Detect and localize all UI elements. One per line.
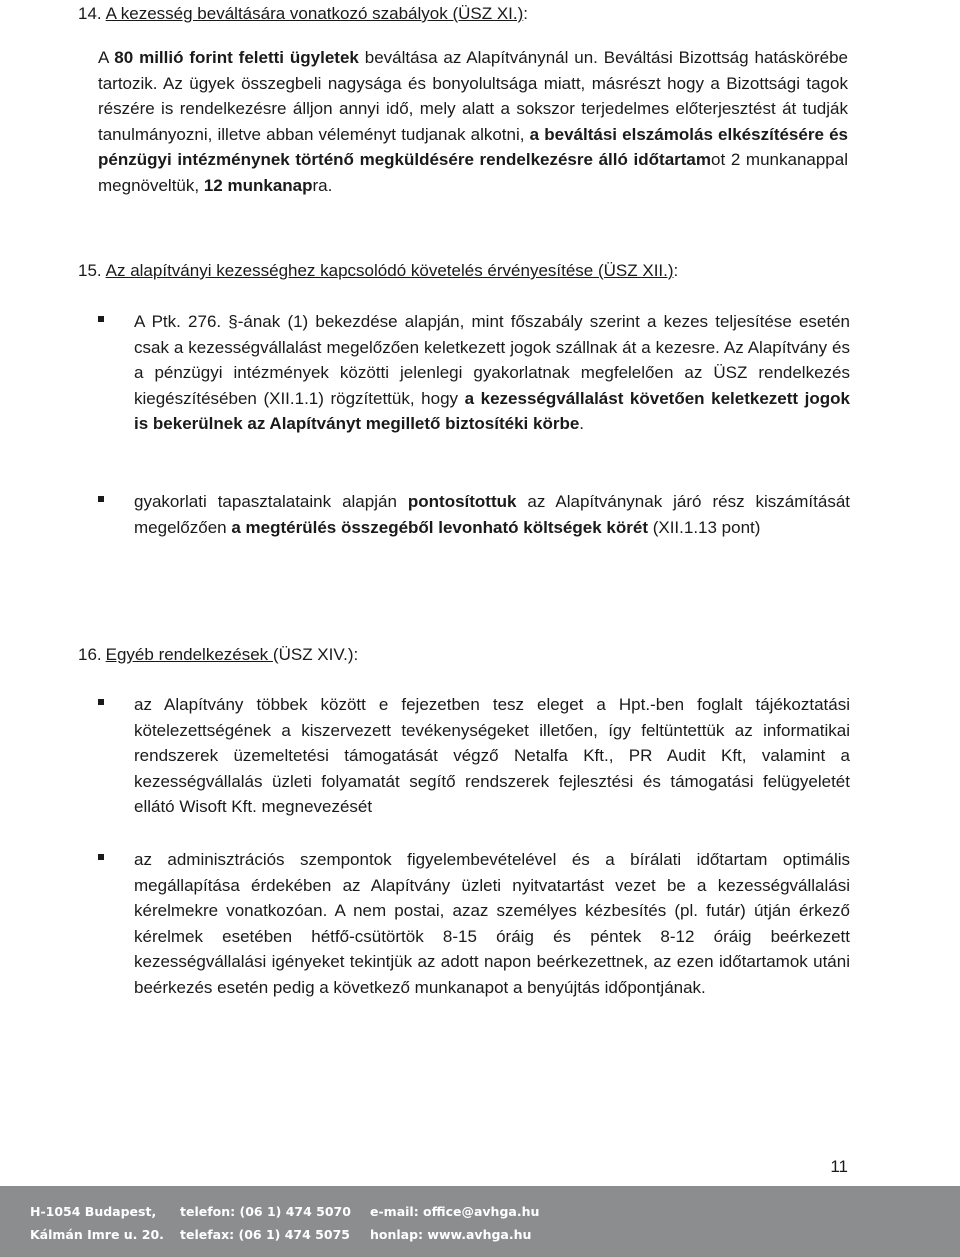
bullet-square-icon	[98, 496, 104, 502]
bullet-text: az Alapítvány többek között e fejezetben tesz eleget a Hpt.-ben foglalt tájékoztatási kötelezettségének a kiszervezett tevékenységeket illetően, így feltüntettük az informatikai rendszerek üzemeltetési támogatását végző Netalfa Kft., PR Audit Kft, valamint a kezességvállalás üzleti folyamatát segítő rendszerek fejlesztési és támogatási felügyeletét ellátó Wisoft Kft. megnevezését	[134, 695, 850, 817]
section-16-number: 16.	[78, 645, 102, 664]
para-text: A	[98, 48, 115, 67]
footer-contact	[370, 1200, 539, 1246]
section-16-title: Egyéb rendelkezések	[105, 645, 273, 664]
footer-phones	[180, 1200, 351, 1246]
para-bold: a beváltási elszámolás elkészítésére és pénzügyi intézménynek történő megküldésére rendelkezésre álló időtartam	[98, 124, 848, 170]
bullet-text-part: gyakorlati tapasztalataink alapján	[134, 492, 408, 511]
para-text: ot 2 munkanappal megnöveltük,	[98, 150, 848, 195]
bullet-bold-part: a megtérülés összegéből levonható költségek körét	[231, 517, 648, 537]
footer-phone: telefon: (06 1) 474 5070	[180, 1204, 351, 1219]
para-text: beváltása az Alapítványnál un. Beváltási Bizottság hatáskörébe tartozik. Az ügyek összegbeli nagysága és bonyolultsága miatt, másrészt hogy a Bizottsági tagok részére is rendelkezésre álljon annyi idő, mely alatt a sokszor terjedelmes előterjesztést át tudják tanulmányozni, illetve abban véleményt tudjanak alkotni,	[98, 48, 849, 144]
section-16-title-suffix: (ÜSZ XIV.):	[272, 645, 359, 664]
footer-bar	[0, 1186, 960, 1257]
footer-email: e-mail: office@avhga.hu	[370, 1204, 540, 1219]
section-15-title-suffix: :	[673, 261, 679, 280]
para-text: ra.	[312, 175, 333, 195]
section-15-heading	[78, 260, 678, 282]
bullet-text-part: az Alapítványnak járó rész kiszámítását megelőzően	[134, 492, 850, 537]
bullet-square-icon	[98, 854, 104, 860]
para-bold: 12 munkanap	[203, 175, 313, 195]
footer-address-line: Kálmán Imre u. 20.	[30, 1227, 164, 1242]
footer-website: honlap: www.avhga.hu	[370, 1227, 532, 1242]
section-14-number: 14.	[78, 4, 102, 23]
bullet-text-part: (XII.1.13 pont)	[647, 517, 761, 537]
bullet-text-part: .	[579, 414, 585, 434]
section-15-bullet-2	[98, 489, 850, 540]
footer-fax: telefax: (06 1) 474 5075	[180, 1227, 350, 1242]
bullet-square-icon	[98, 316, 104, 322]
bullet-bold-part: a kezességvállalást követően keletkezett jogok is bekerülnek az Alapítványt megillető biztosítéki körbe	[134, 388, 850, 434]
section-16-heading	[78, 644, 358, 666]
section-16-bullet-1	[98, 692, 850, 820]
footer-address-line: H-1054 Budapest,	[30, 1204, 157, 1219]
section-15-number: 15.	[78, 261, 102, 280]
section-14-heading	[78, 3, 528, 25]
section-15-bullet-1	[98, 309, 850, 437]
page-number: 11	[830, 1157, 848, 1176]
bullet-square-icon	[98, 699, 104, 705]
section-15-title: Az alapítványi kezességhez kapcsolódó követelés érvényesítése (ÜSZ XII.)	[105, 261, 674, 280]
bullet-text-part: A Ptk. 276. §-ának (1) bekezdése alapján, mint főszabály szerint a kezes teljesítése esetén csak a kezességvállalást megelőzően keletkezett jogok szállnak át a kezesre. Az Alapítvány és a pénzügyi intézmények közötti jelenlegi gyakorlatnak megfelelően az ÜSZ rendelkezés kiegészítésében (XII.1.1) rögzítettük, hogy	[134, 312, 850, 408]
section-14-title: A kezesség beváltására vonatkozó szabályok (ÜSZ XI.)	[105, 4, 524, 23]
section-16-bullet-2	[98, 847, 850, 1001]
bullet-text	[134, 309, 850, 437]
footer-address	[30, 1200, 164, 1246]
section-14-paragraph	[98, 45, 848, 199]
bullet-text: az adminisztrációs szempontok figyelembevételével és a bírálati időtartam optimális megállapítása érdekében az Alapítvány üzleti nyitvatartást vezet be a kezességvállalási kérelmekre vonatkozóan. A nem postai, azaz személyes kézbesítés (pl. futár) útján érkező kérelmek esetében hétfő-csütörtök 8-15 óráig és péntek 8-12 óráig beérkezett kezességvállalási igényeket tekintjük az adott napon beérkezettnek, az ezen időtartamok utáni beérkezés esetén pedig a következő munkanapot a benyújtás időpontjának.	[134, 850, 850, 997]
para-bold: 80 millió forint feletti ügyletek	[114, 48, 359, 67]
bullet-text	[134, 489, 850, 540]
bullet-bold-part: pontosítottuk	[407, 492, 517, 511]
section-14-title-suffix: :	[523, 4, 529, 23]
